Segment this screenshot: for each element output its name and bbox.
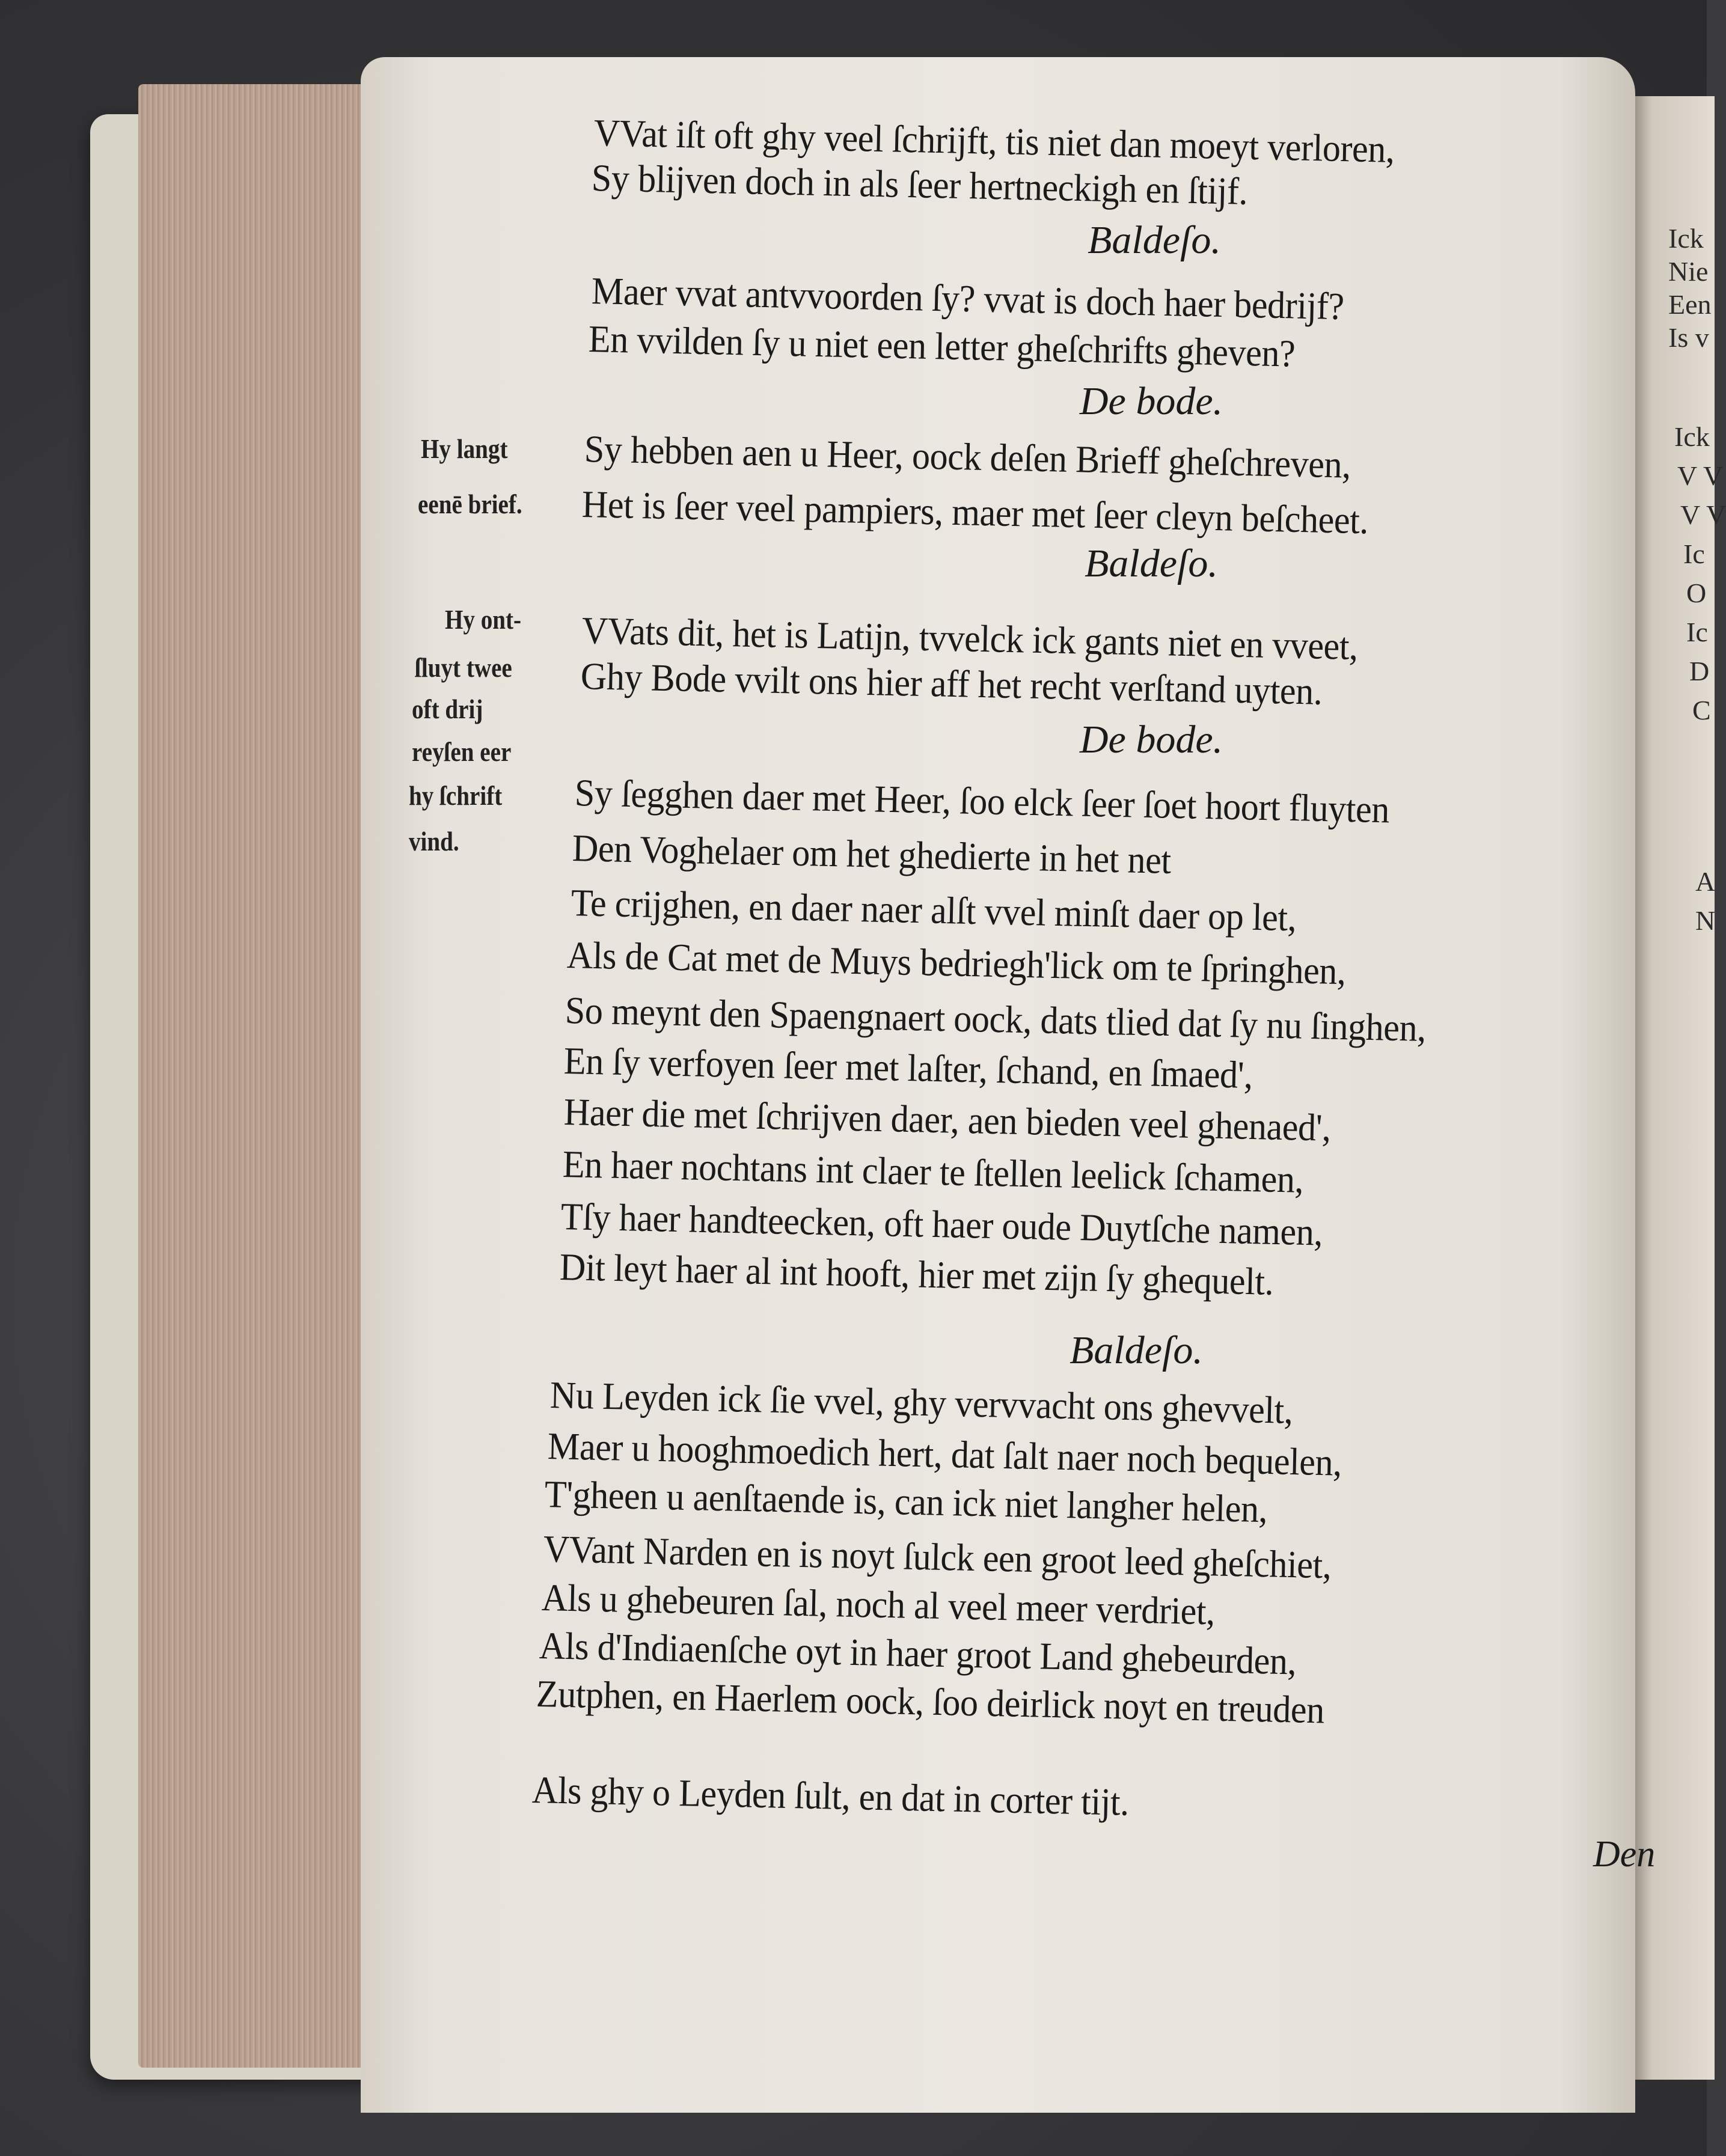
verse-line: Het is ſeer veel pampiers, maer met ſeer cleyn beſcheet. — [581, 483, 1369, 542]
facing-fragment: Is v — [1668, 322, 1709, 353]
facing-fragment: Nie — [1668, 256, 1709, 287]
verse-line: Sy ſegghen daer met Heer, ſoo elck ſeer ſoet hoort fluyten — [574, 771, 1390, 831]
verse-line: Haer die met ſchrijven daer, aen bieden veel ghenaed', — [563, 1090, 1332, 1149]
facing-fragment: Ick — [1668, 223, 1704, 254]
verse-line: Te crijghen, en daer naer alſt vvel minſt daer op let, — [571, 881, 1297, 939]
verse-line: Tſy haer handteecken, oft haer oude Duytſche namen, — [560, 1195, 1323, 1254]
verse-line: Als de Cat met de Muys bedriegh'lick om te ſpringhen, — [566, 933, 1347, 993]
verse-line: T'gheen u aenſtaende is, can ick niet langher helen, — [544, 1473, 1268, 1531]
margin-note-line: ſluyt twee — [415, 652, 512, 683]
verse-line: En haer nochtans int claer te ſtellen leelick ſchamen, — [562, 1143, 1304, 1201]
verse-line: Sy hebben aen u Heer, oock deſen Brieff gheſchreven, — [584, 427, 1351, 486]
facing-fragment: Ic — [1683, 539, 1705, 569]
margin-note-line: vind. — [409, 826, 459, 857]
verse-line: Als u ghebeuren ſal, noch al veel meer verdriet, — [541, 1576, 1216, 1633]
margin-note-line: Hy langt — [421, 433, 508, 464]
verse-line: Den Voghelaer om het ghedierte in het net — [572, 826, 1172, 882]
verse-line: Maer vvat antvvoorden ſy? vvat is doch haer bedrijf? — [591, 269, 1345, 328]
facing-fragment: Een — [1668, 289, 1712, 320]
facing-fragment: O — [1686, 578, 1707, 608]
margin-note-line: hy ſchrift — [409, 780, 503, 811]
verse-line: En ſy verfoyen ſeer met laſter, ſchand, en ſmaed', — [563, 1039, 1253, 1096]
facing-fragment: V V — [1677, 460, 1724, 491]
verse-line: VVats dit, het is Latijn, tvvelck ick gants niet en vveet, — [581, 609, 1359, 668]
verse-line: Nu Leyden ick ſie vvel, ghy vervvacht ons ghevvelt, — [549, 1373, 1294, 1432]
facing-page — [1630, 96, 1715, 2080]
verse-line: En vvilden ſy u niet een letter gheſchrifts gheven? — [588, 317, 1296, 375]
facing-fragment: Ick — [1674, 421, 1710, 452]
margin-note-line: eenē brief. — [418, 489, 522, 519]
margin-note-line: oft drij — [412, 694, 483, 724]
facing-fragment: Ic — [1686, 617, 1708, 647]
speaker-name: Baldeſo. — [1088, 218, 1221, 262]
margin-note-line: reyſen eer — [412, 736, 512, 767]
facing-fragment: C — [1692, 695, 1711, 725]
facing-fragment: D — [1689, 656, 1710, 686]
speaker-name: Baldeſo. — [1070, 1328, 1203, 1372]
verse-line: Dit leyt haer al int hooft, hier met zijn ſy ghequelt. — [559, 1245, 1275, 1303]
verse-line: Ghy Bode vvilt ons hier aff het recht verſtand uyten. — [580, 655, 1323, 713]
verse-line: VVat iſt oft ghy veel ſchrijft, tis niet dan moeyt verloren, — [593, 111, 1395, 171]
verse-line: So meynt den Spaengnaert oock, dats tlied dat ſy nu ſinghen, — [565, 989, 1427, 1049]
verse-line: Als ghy o Leyden ſult, en dat in corter tijt. — [531, 1768, 1130, 1824]
speaker-name: De bode. — [1079, 718, 1223, 762]
verse-line: Sy blijven doch in als ſeer hertneckigh en ſtijf. — [591, 156, 1248, 213]
facing-fragment: A — [1695, 866, 1716, 897]
speaker-name: De bode. — [1079, 379, 1223, 423]
verse-line: Maer u hooghmoedich hert, dat ſalt naer noch bequelen, — [547, 1425, 1342, 1484]
margin-note-line: Hy ont- — [445, 604, 522, 635]
facing-fragment: V V — [1680, 499, 1726, 530]
page-edges — [138, 84, 373, 2068]
facing-fragment: N — [1695, 905, 1716, 936]
speaker-name: Baldeſo. — [1085, 542, 1218, 585]
verse-line: Als d'Indiaenſche oyt in haer groot Land ghebeurden, — [539, 1624, 1297, 1683]
verse-line: Zutphen, en Haerlem oock, ſoo deirlick noyt en treuden — [536, 1672, 1325, 1732]
verse-line: VVant Narden en is noyt ſulck een groot leed gheſchiet, — [543, 1527, 1332, 1587]
catchword: Den — [1593, 1834, 1656, 1875]
